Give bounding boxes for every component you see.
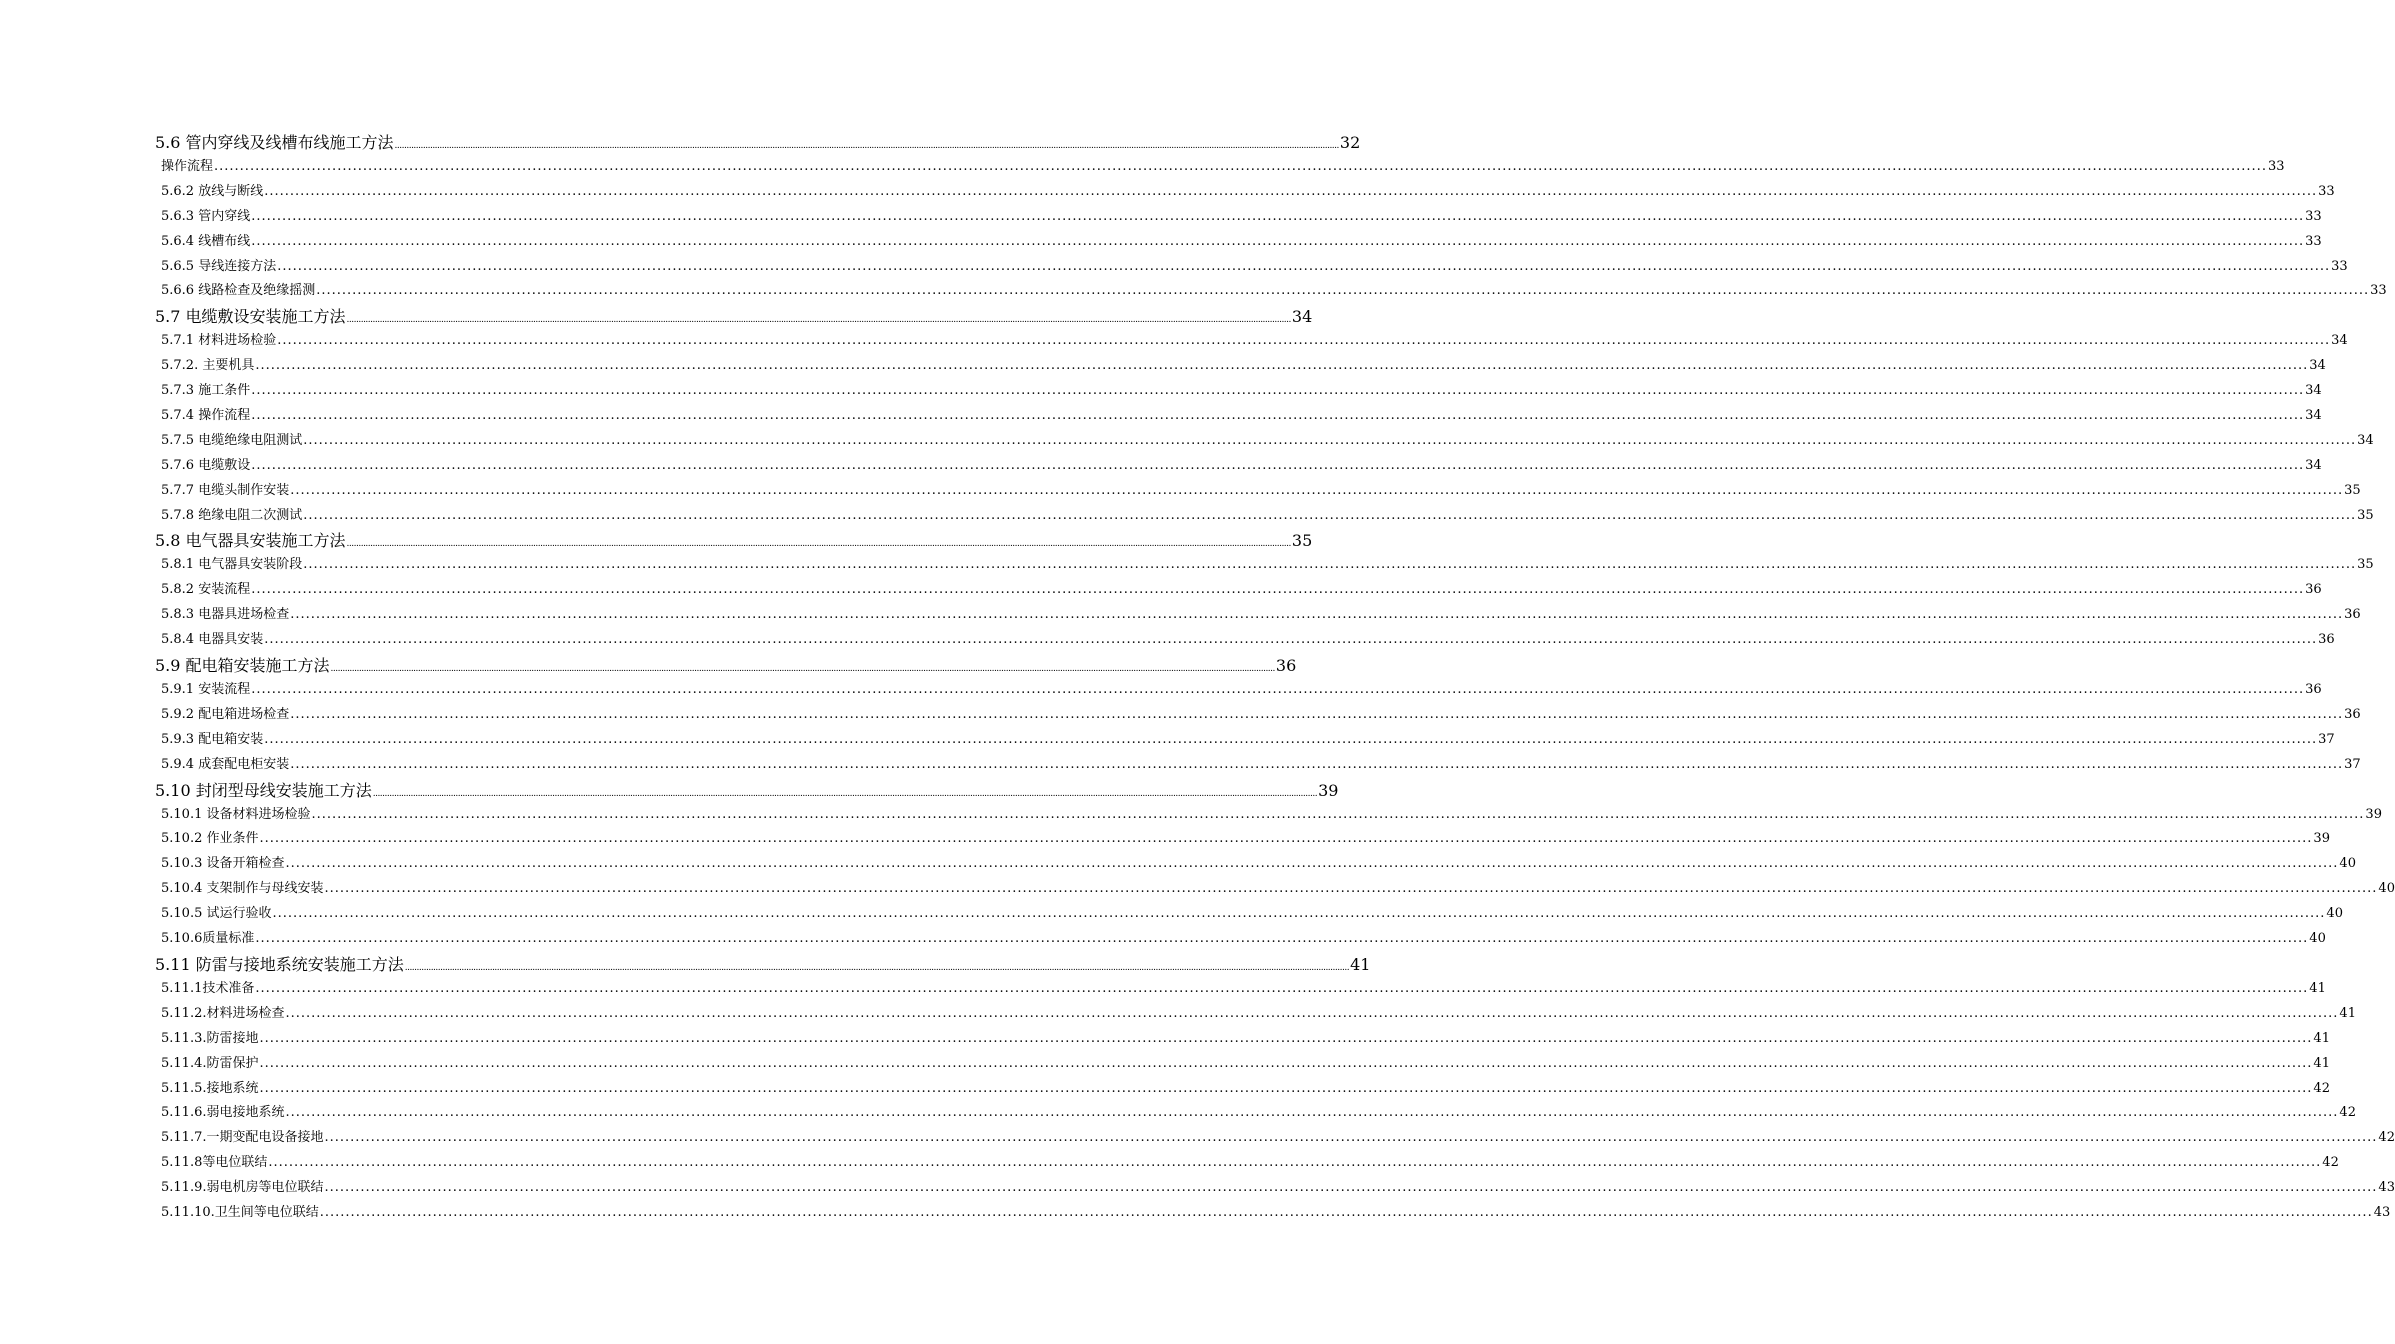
toc-entry-title: 5.11.6.弱电接地系统: [161, 1105, 285, 1121]
toc-subsection-entry[interactable]: [155, 827, 2330, 852]
toc-subsection-entry[interactable]: [155, 354, 2326, 379]
toc-dot-leader: ................................................................................................................................................................................................................................................................................................................................................................................................................: [290, 607, 2344, 623]
toc-dot-leader: ................................................................................................................................................................................................................................................................................................................................................................................................................: [259, 831, 2313, 847]
toc-page-number: 36: [1275, 656, 1297, 676]
toc-page-number: 40: [2326, 906, 2343, 922]
toc-page-number: 43: [2378, 1180, 2395, 1196]
toc-dot-leader: ................................................................................................................................................................................................................................................................................................................................................................................................................: [259, 1030, 2313, 1046]
toc-entry-title: 5.11 防雷与接地系统安装施工方法: [155, 954, 404, 974]
toc-page-number: 41: [2339, 1005, 2356, 1021]
toc-entry-title: 5.11.2.材料进场检查: [161, 1005, 285, 1021]
toc-dot-leader: ................................................................................................................................................................................................................................................................................................................................................................................................................: [324, 1130, 2378, 1146]
toc-page-number: 36: [2318, 632, 2335, 648]
toc-entry-title: 5.11.4.防雷保护: [161, 1055, 259, 1071]
toc-dot-leader: ................................................................................................................................................................................................................................................................................................................................................................................................................: [251, 408, 2305, 424]
toc-dot-leader: ................................................................................................................................................................................................................................................................................................................................................................................................................: [346, 539, 1291, 550]
toc-dot-leader: ................................................................................................................................................................................................................................................................................................................................................................................................................: [285, 1005, 2339, 1021]
toc-entry-title: 5.7.6 电缆敷设: [161, 457, 251, 473]
toc-subsection-entry[interactable]: [155, 205, 2322, 230]
toc-entry-title: 5.10.1 设备材料进场检验: [161, 806, 311, 822]
toc-entry-title: 5.10.6质量标准: [161, 931, 255, 947]
toc-subsection-entry[interactable]: [155, 1101, 2356, 1126]
toc-subsection-entry[interactable]: [155, 1027, 2330, 1052]
toc-subsection-entry[interactable]: [155, 553, 2374, 578]
toc-entry-title: 5.10.5 试运行验收: [161, 906, 272, 922]
toc-page-number: 37: [2318, 731, 2335, 747]
toc-entry-title: 5.6.3 管内穿线: [161, 208, 251, 224]
toc-dot-leader: ................................................................................................................................................................................................................................................................................................................................................................................................................: [255, 980, 2309, 996]
toc-page-number: 33: [2318, 183, 2335, 199]
toc-page-number: 36: [2344, 607, 2361, 623]
toc-entry-title: 5.6.4 线槽布线: [161, 233, 251, 249]
toc-dot-leader: ................................................................................................................................................................................................................................................................................................................................................................................................................: [303, 507, 2357, 523]
toc-section-entry[interactable]: [155, 653, 1297, 678]
toc-entry-title: 5.6.6 线路检查及绝缘摇测: [161, 283, 316, 299]
toc-page-number: 35: [2357, 507, 2374, 523]
toc-entry-title: 5.7.2. 主要机具: [161, 358, 255, 374]
toc-subsection-entry[interactable]: [155, 404, 2322, 429]
toc-entry-title: 5.8.3 电器具进场检查: [161, 607, 290, 623]
toc-page-number: 39: [1318, 780, 1339, 800]
toc-page-number: 40: [2309, 931, 2326, 947]
toc-entry-title: 5.7.7 电缆头制作安装: [161, 482, 290, 498]
toc-page-number: 33: [2305, 208, 2322, 224]
toc-dot-leader: ................................................................................................................................................................................................................................................................................................................................................................................................................: [272, 906, 2326, 922]
toc-entry-title: 5.8.2 安装流程: [161, 582, 251, 598]
toc-subsection-entry[interactable]: [155, 329, 2348, 354]
toc-page-number: 41: [2313, 1030, 2330, 1046]
toc-dot-leader: ................................................................................................................................................................................................................................................................................................................................................................................................................: [277, 258, 2331, 274]
toc-dot-leader: ................................................................................................................................................................................................................................................................................................................................................................................................................: [311, 806, 2365, 822]
toc-subsection-entry[interactable]: [155, 1077, 2330, 1102]
toc-dot-leader: ................................................................................................................................................................................................................................................................................................................................................................................................................: [259, 1080, 2313, 1096]
toc-subsection-entry[interactable]: [155, 255, 2348, 280]
toc-subsection-entry[interactable]: [155, 429, 2374, 454]
toc-page-number: 33: [2267, 159, 2285, 174]
toc-entry-title: 5.10.3 设备开箱检查: [161, 856, 285, 872]
toc-subsection-entry[interactable]: [155, 230, 2322, 255]
toc-page-number: 34: [2305, 457, 2322, 473]
toc-page-number: 42: [2339, 1105, 2356, 1121]
toc-entry-title: 5.11.1技术准备: [161, 980, 255, 996]
toc-entry-title: 5.7 电缆敷设安装施工方法: [155, 307, 346, 327]
toc-subsection-entry[interactable]: [155, 1002, 2356, 1027]
toc-dot-leader: ................................................................................................................................................................................................................................................................................................................................................................................................................: [285, 1105, 2339, 1121]
toc-dot-leader: ................................................................................................................................................................................................................................................................................................................................................................................................................: [346, 315, 1291, 326]
toc-dot-leader: ................................................................................................................................................................................................................................................................................................................................................................................................................: [251, 383, 2305, 399]
toc-subsection-entry[interactable]: [155, 877, 2395, 902]
toc-page-number: 33: [2370, 283, 2387, 299]
toc-page-number: 34: [2305, 383, 2322, 399]
toc-dot-leader: ................................................................................................................................................................................................................................................................................................................................................................................................................: [251, 233, 2305, 249]
toc-dot-leader: ................................................................................................................................................................................................................................................................................................................................................................................................................: [264, 731, 2318, 747]
toc-dot-leader: ................................................................................................................................................................................................................................................................................................................................................................................................................: [251, 457, 2305, 473]
toc-dot-leader: ................................................................................................................................................................................................................................................................................................................................................................................................................: [251, 208, 2305, 224]
toc-subsection-entry[interactable]: [155, 977, 2326, 1002]
table-of-contents: [155, 130, 2395, 1226]
toc-dot-leader: ................................................................................................................................................................................................................................................................................................................................................................................................................: [404, 962, 1350, 973]
toc-section-entry[interactable]: [155, 528, 1313, 553]
toc-page-number: 42: [2313, 1080, 2330, 1096]
toc-entry-title: 5.11.10.卫生间等电位联结: [161, 1204, 319, 1220]
toc-subsection-entry[interactable]: [155, 379, 2322, 404]
toc-entry-title: 5.11.8等电位联结: [161, 1155, 268, 1171]
toc-subsection-entry[interactable]: [155, 703, 2361, 728]
toc-dot-leader: ................................................................................................................................................................................................................................................................................................................................................................................................................: [290, 756, 2344, 772]
toc-subsection-entry[interactable]: [155, 180, 2335, 205]
toc-dot-leader: ................................................................................................................................................................................................................................................................................................................................................................................................................: [277, 333, 2331, 349]
toc-page-number: 34: [2305, 408, 2322, 424]
toc-subsection-entry[interactable]: [155, 603, 2361, 628]
toc-page-number: 42: [2378, 1130, 2395, 1146]
toc-entry-title: 5.10 封闭型母线安装施工方法: [155, 780, 372, 800]
toc-entry-title: 5.7.4 操作流程: [161, 408, 251, 424]
toc-page-number: 41: [1350, 954, 1371, 974]
toc-subsection-entry[interactable]: [155, 479, 2361, 504]
toc-subsection-entry[interactable]: [155, 1052, 2330, 1077]
toc-page-number: 33: [2305, 233, 2322, 249]
toc-entry-title: 5.7.5 电缆绝缘电阻测试: [161, 432, 303, 448]
toc-subsection-entry[interactable]: [155, 504, 2374, 529]
toc-page-number: 41: [2313, 1055, 2330, 1071]
toc-page-number: 35: [2344, 482, 2361, 498]
toc-subsection-entry[interactable]: [155, 728, 2335, 753]
toc-page-number: 39: [2313, 831, 2330, 847]
toc-subsection-entry[interactable]: [155, 1126, 2395, 1151]
toc-dot-leader: ................................................................................................................................................................................................................................................................................................................................................................................................................: [214, 159, 2267, 174]
toc-page-number: 33: [2331, 258, 2348, 274]
toc-entry-title: 5.8.4 电器具安装: [161, 632, 264, 648]
toc-dot-leader: ................................................................................................................................................................................................................................................................................................................................................................................................................: [255, 931, 2309, 947]
toc-page-number: 37: [2344, 756, 2361, 772]
toc-dot-leader: ................................................................................................................................................................................................................................................................................................................................................................................................................: [290, 482, 2344, 498]
toc-page-number: 40: [2339, 856, 2356, 872]
toc-entry-title: 5.6 管内穿线及线槽布线施工方法: [155, 133, 394, 152]
toc-entry-title: 5.6.5 导线连接方法: [161, 258, 277, 274]
toc-page-number: 34: [2309, 358, 2326, 374]
toc-subsection-entry[interactable]: [155, 628, 2335, 653]
toc-page-number: 36: [2305, 582, 2322, 598]
toc-dot-leader: ................................................................................................................................................................................................................................................................................................................................................................................................................: [264, 183, 2318, 199]
toc-dot-leader: ................................................................................................................................................................................................................................................................................................................................................................................................................: [285, 856, 2339, 872]
toc-subsection-entry[interactable]: [155, 902, 2343, 927]
toc-dot-leader: ................................................................................................................................................................................................................................................................................................................................................................................................................: [324, 1180, 2378, 1196]
toc-dot-leader: ................................................................................................................................................................................................................................................................................................................................................................................................................: [303, 432, 2357, 448]
toc-dot-leader: ................................................................................................................................................................................................................................................................................................................................................................................................................: [324, 881, 2378, 897]
toc-dot-leader: ................................................................................................................................................................................................................................................................................................................................................................................................................: [264, 632, 2318, 648]
toc-page-number: 34: [1291, 307, 1313, 327]
toc-subsection-entry[interactable]: [155, 852, 2356, 877]
toc-page-number: 40: [2378, 881, 2395, 897]
toc-dot-leader: ................................................................................................................................................................................................................................................................................................................................................................................................................: [290, 706, 2344, 722]
toc-entry-title: 5.9.3 配电箱安装: [161, 731, 264, 747]
toc-dot-leader: ................................................................................................................................................................................................................................................................................................................................................................................................................: [255, 358, 2309, 374]
toc-subsection-entry[interactable]: [155, 678, 2322, 703]
toc-dot-leader: ................................................................................................................................................................................................................................................................................................................................................................................................................: [303, 557, 2357, 573]
toc-subsection-entry[interactable]: [155, 454, 2322, 479]
toc-entry-title: 5.9.2 配电箱进场检查: [161, 706, 290, 722]
toc-entry-title: 5.11.7.一期变配电设备接地: [161, 1130, 324, 1146]
toc-subsection-entry[interactable]: [155, 1201, 2391, 1226]
toc-dot-leader: ................................................................................................................................................................................................................................................................................................................................................................................................................: [251, 582, 2305, 598]
toc-dot-leader: ................................................................................................................................................................................................................................................................................................................................................................................................................: [268, 1155, 2322, 1171]
toc-subsection-entry[interactable]: [155, 753, 2361, 778]
toc-dot-leader: ................................................................................................................................................................................................................................................................................................................................................................................................................: [394, 141, 1339, 151]
toc-dot-leader: ................................................................................................................................................................................................................................................................................................................................................................................................................: [251, 682, 2305, 698]
toc-entry-title: 5.9.4 成套配电柜安装: [161, 756, 290, 772]
toc-entry-title: 5.11.5.接地系统: [161, 1080, 259, 1096]
toc-dot-leader: ................................................................................................................................................................................................................................................................................................................................................................................................................: [372, 788, 1318, 799]
toc-dot-leader: ................................................................................................................................................................................................................................................................................................................................................................................................................: [319, 1204, 2373, 1220]
toc-subsection-entry[interactable]: [155, 927, 2326, 952]
toc-subsection-entry[interactable]: [155, 1176, 2395, 1201]
toc-entry-title: 5.7.8 绝缘电阻二次测试: [161, 507, 303, 523]
toc-page-number: 32: [1339, 133, 1361, 152]
toc-entry-title: 5.11.9.弱电机房等电位联结: [161, 1180, 324, 1196]
toc-entry-title: 5.7.1 材料进场检验: [161, 333, 277, 349]
toc-page-number: 34: [2357, 432, 2374, 448]
toc-dot-leader: ................................................................................................................................................................................................................................................................................................................................................................................................................: [259, 1055, 2313, 1071]
toc-entry-title: 5.10.4 支架制作与母线安装: [161, 881, 324, 897]
toc-subsection-entry[interactable]: [155, 803, 2382, 828]
toc-entry-title: 5.9.1 安装流程: [161, 682, 251, 698]
toc-page-number: 36: [2305, 682, 2322, 698]
toc-entry-title: 操作流程: [161, 159, 214, 174]
toc-entry-title: 5.6.2 放线与断线: [161, 183, 264, 199]
toc-entry-title: 5.11.3.防雷接地: [161, 1030, 259, 1046]
toc-page-number: 34: [2331, 333, 2348, 349]
toc-page-number: 41: [2309, 980, 2326, 996]
toc-entry-title: 5.10.2 作业条件: [161, 831, 259, 847]
toc-subsection-entry[interactable]: [155, 1151, 2339, 1176]
toc-entry-title: 5.8.1 电气器具安装阶段: [161, 557, 303, 573]
toc-page-number: 43: [2373, 1204, 2391, 1220]
toc-section-entry[interactable]: [155, 130, 1361, 155]
toc-dot-leader: ................................................................................................................................................................................................................................................................................................................................................................................................................: [316, 283, 2370, 299]
toc-section-entry[interactable]: [155, 952, 1371, 977]
toc-subsection-entry[interactable]: [155, 155, 2285, 180]
toc-entry-title: 5.9 配电箱安装施工方法: [155, 656, 330, 676]
toc-page-number: 35: [2357, 557, 2374, 573]
toc-subsection-entry[interactable]: [155, 279, 2387, 304]
toc-section-entry[interactable]: [155, 778, 1339, 803]
toc-entry-title: 5.8 电气器具安装施工方法: [155, 531, 346, 551]
toc-dot-leader: ................................................................................................................................................................................................................................................................................................................................................................................................................: [330, 664, 1275, 675]
toc-page-number: 35: [1291, 531, 1313, 551]
toc-subsection-entry[interactable]: [155, 578, 2322, 603]
toc-page-number: 36: [2344, 706, 2361, 722]
toc-page-number: 42: [2322, 1155, 2339, 1171]
toc-section-entry[interactable]: [155, 304, 1313, 329]
toc-entry-title: 5.7.3 施工条件: [161, 383, 251, 399]
toc-page-number: 39: [2365, 806, 2382, 822]
